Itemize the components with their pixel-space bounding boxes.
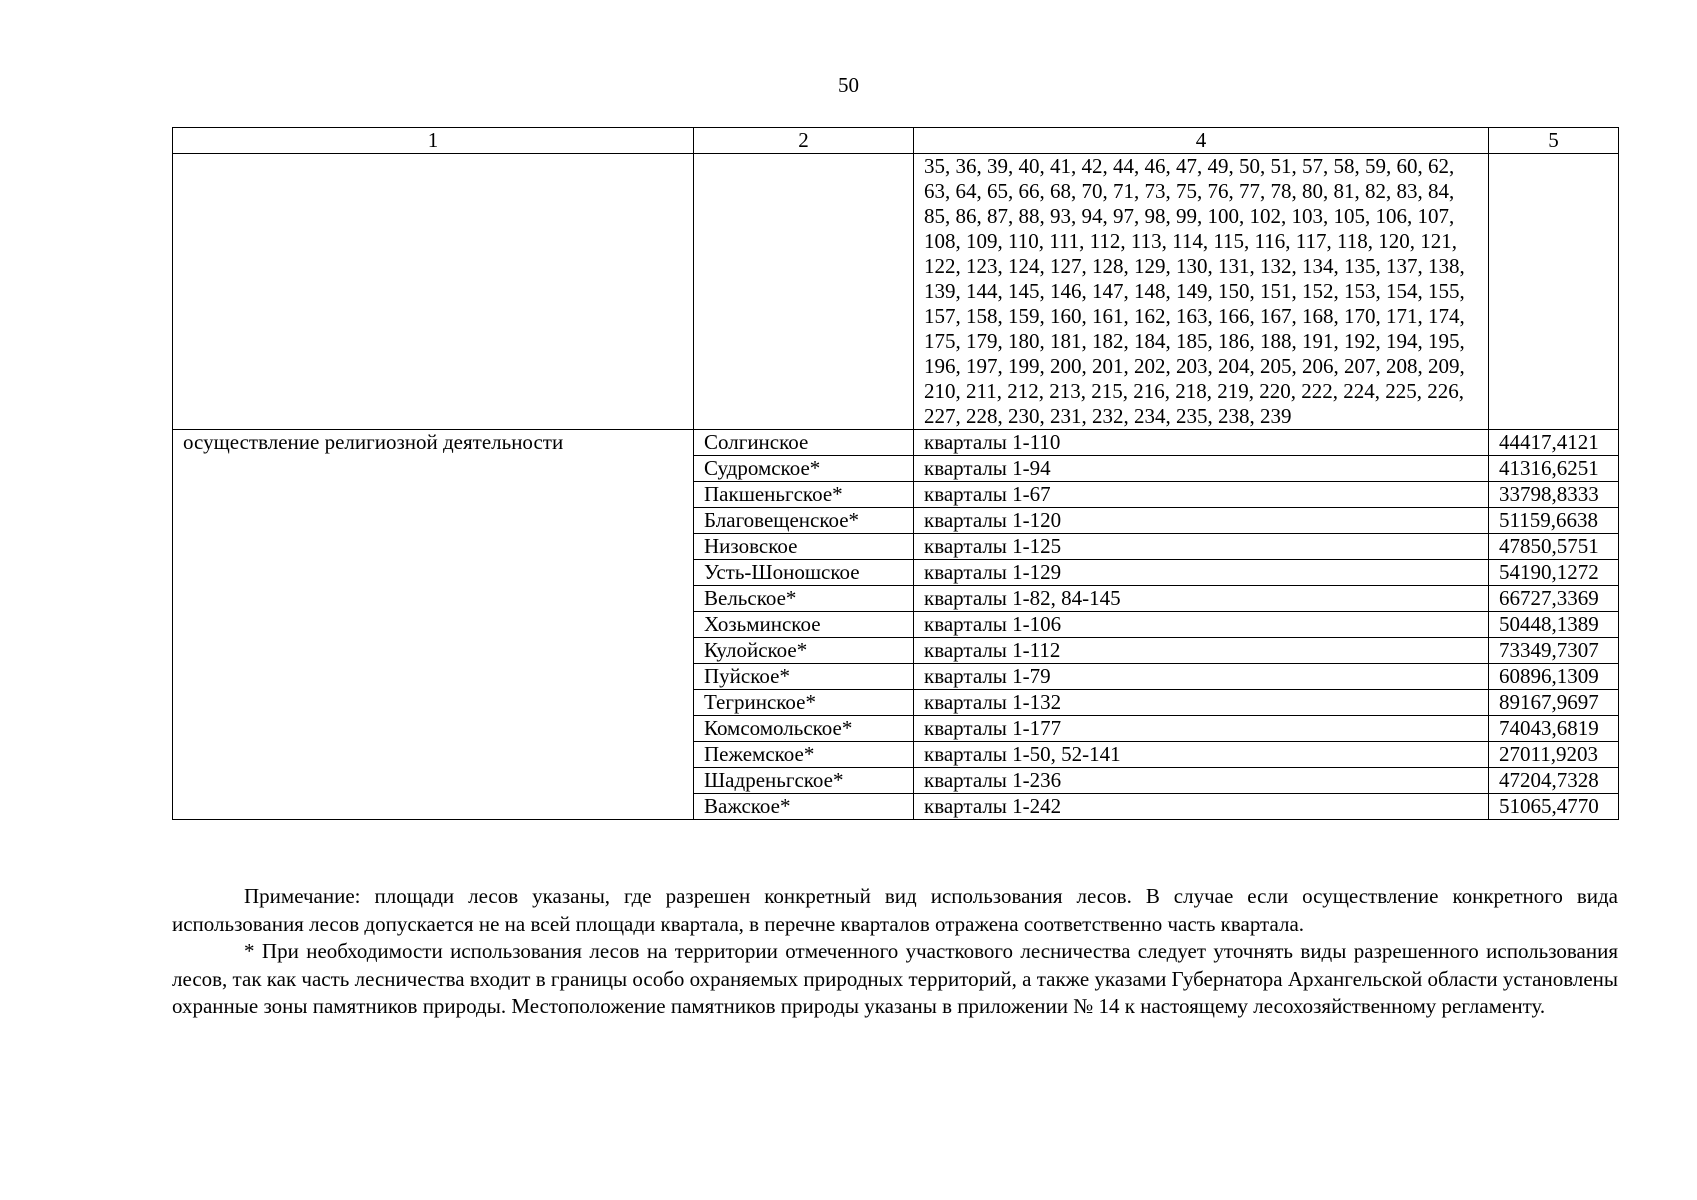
area-cell: 41316,6251 (1489, 456, 1619, 482)
forestry-cell: Тегринское* (694, 690, 914, 716)
forestry-cell: Комсомольское* (694, 716, 914, 742)
quarters-cell: кварталы 1-67 (914, 482, 1489, 508)
area-cell: 54190,1272 (1489, 560, 1619, 586)
quarters-cell: кварталы 1-129 (914, 560, 1489, 586)
area-cell: 47204,7328 (1489, 768, 1619, 794)
quarters-cell: кварталы 1-120 (914, 508, 1489, 534)
area-cell: 73349,7307 (1489, 638, 1619, 664)
column-header: 1 (173, 128, 694, 154)
notes-section (172, 883, 1618, 1021)
column-header: 5 (1489, 128, 1619, 154)
quarters-cell: кварталы 1-236 (914, 768, 1489, 794)
forestry-cell: Кулойское* (694, 638, 914, 664)
table-cell (173, 154, 694, 430)
quarters-cell: кварталы 1-82, 84-145 (914, 586, 1489, 612)
area-cell: 50448,1389 (1489, 612, 1619, 638)
quarters-list-cell: 35, 36, 39, 40, 41, 42, 44, 46, 47, 49, 50, 51, 57, 58, 59, 60, 62, 63, 64, 65, 66, 68, 70, 71, 73, 75, 76, 77, 78, 80, 81, 82, 83, 84, 85, 86, 87, 88, 93, 94, 97, 98, 99, 100, 102, 103, 105, 106, 107, 108, 109, 110, 111, 112, 113, 114, 115, 116, 117, 118, 120, 121, 122, 123, 124, 127, 128, 129, 130, 131, 132, 134, 135, 137, 138, 139, 144, 145, 146, 147, 148, 149, 150, 151, 152, 153, 154, 155, 157, 158, 159, 160, 161, 162, 163, 166, 167, 168, 170, 171, 174, 175, 179, 180, 181, 182, 184, 185, 186, 188, 191, 192, 194, 195, 196, 197, 199, 200, 201, 202, 203, 204, 205, 206, 207, 208, 209, 210, 211, 212, 213, 215, 216, 218, 219, 220, 222, 224, 225, 226, 227, 228, 230, 231, 232, 234, 235, 238, 239 (914, 154, 1489, 430)
area-cell: 74043,6819 (1489, 716, 1619, 742)
note-paragraph: Примечание: площади лесов указаны, где разрешен конкретный вид использования лесов. В случае если осуществление конкретного вида использования лесов допускается не на всей площади квартала, в перечне кварталов отражена соответственно часть квартала. (172, 884, 1618, 936)
quarters-cell: кварталы 1-110 (914, 430, 1489, 456)
forestry-cell: Усть-Шоношское (694, 560, 914, 586)
table-cell (1489, 154, 1619, 430)
forestry-cell: Солгинское (694, 430, 914, 456)
forestry-cell: Вельское* (694, 586, 914, 612)
forestry-cell: Судромское* (694, 456, 914, 482)
table-header-row (173, 128, 1619, 154)
area-cell: 66727,3369 (1489, 586, 1619, 612)
quarters-cell: кварталы 1-132 (914, 690, 1489, 716)
table-row (173, 430, 1619, 456)
forestry-cell: Шадреньгское* (694, 768, 914, 794)
area-cell: 89167,9697 (1489, 690, 1619, 716)
quarters-cell: кварталы 1-94 (914, 456, 1489, 482)
forestry-cell: Пуйское* (694, 664, 914, 690)
forestry-cell: Хозьминское (694, 612, 914, 638)
table-row (173, 154, 1619, 430)
forestry-cell: Важское* (694, 794, 914, 820)
area-cell: 33798,8333 (1489, 482, 1619, 508)
area-cell: 47850,5751 (1489, 534, 1619, 560)
forest-use-table (172, 127, 1619, 820)
column-header: 4 (914, 128, 1489, 154)
quarters-cell: кварталы 1-112 (914, 638, 1489, 664)
area-cell: 51065,4770 (1489, 794, 1619, 820)
quarters-cell: кварталы 1-106 (914, 612, 1489, 638)
forestry-cell: Пакшеньгское* (694, 482, 914, 508)
forestry-cell: Благовещенское* (694, 508, 914, 534)
column-header: 2 (694, 128, 914, 154)
quarters-cell: кварталы 1-125 (914, 534, 1489, 560)
forestry-cell: Низовское (694, 534, 914, 560)
page-number: 50 (838, 73, 859, 97)
area-cell: 44417,4121 (1489, 430, 1619, 456)
area-cell: 27011,9203 (1489, 742, 1619, 768)
quarters-cell: кварталы 1-50, 52-141 (914, 742, 1489, 768)
table-cell (694, 154, 914, 430)
quarters-cell: кварталы 1-242 (914, 794, 1489, 820)
footnote-paragraph: * При необходимости использования лесов на территории отмеченного участкового лесничества следует уточнять виды разрешенного использования лесов, так как часть лесничества входит в границы особо охраняемых природных территорий, а также указами Губернатора Архангельской области установлены охранные зоны памятников природы. Местоположение памятников природы указаны в приложении № 14 к настоящему лесохозяйственному регламенту. (172, 939, 1618, 1018)
area-cell: 60896,1309 (1489, 664, 1619, 690)
quarters-cell: кварталы 1-79 (914, 664, 1489, 690)
quarters-cell: кварталы 1-177 (914, 716, 1489, 742)
activity-cell: осуществление религиозной деятельности (173, 430, 694, 820)
forestry-cell: Пежемское* (694, 742, 914, 768)
area-cell: 51159,6638 (1489, 508, 1619, 534)
